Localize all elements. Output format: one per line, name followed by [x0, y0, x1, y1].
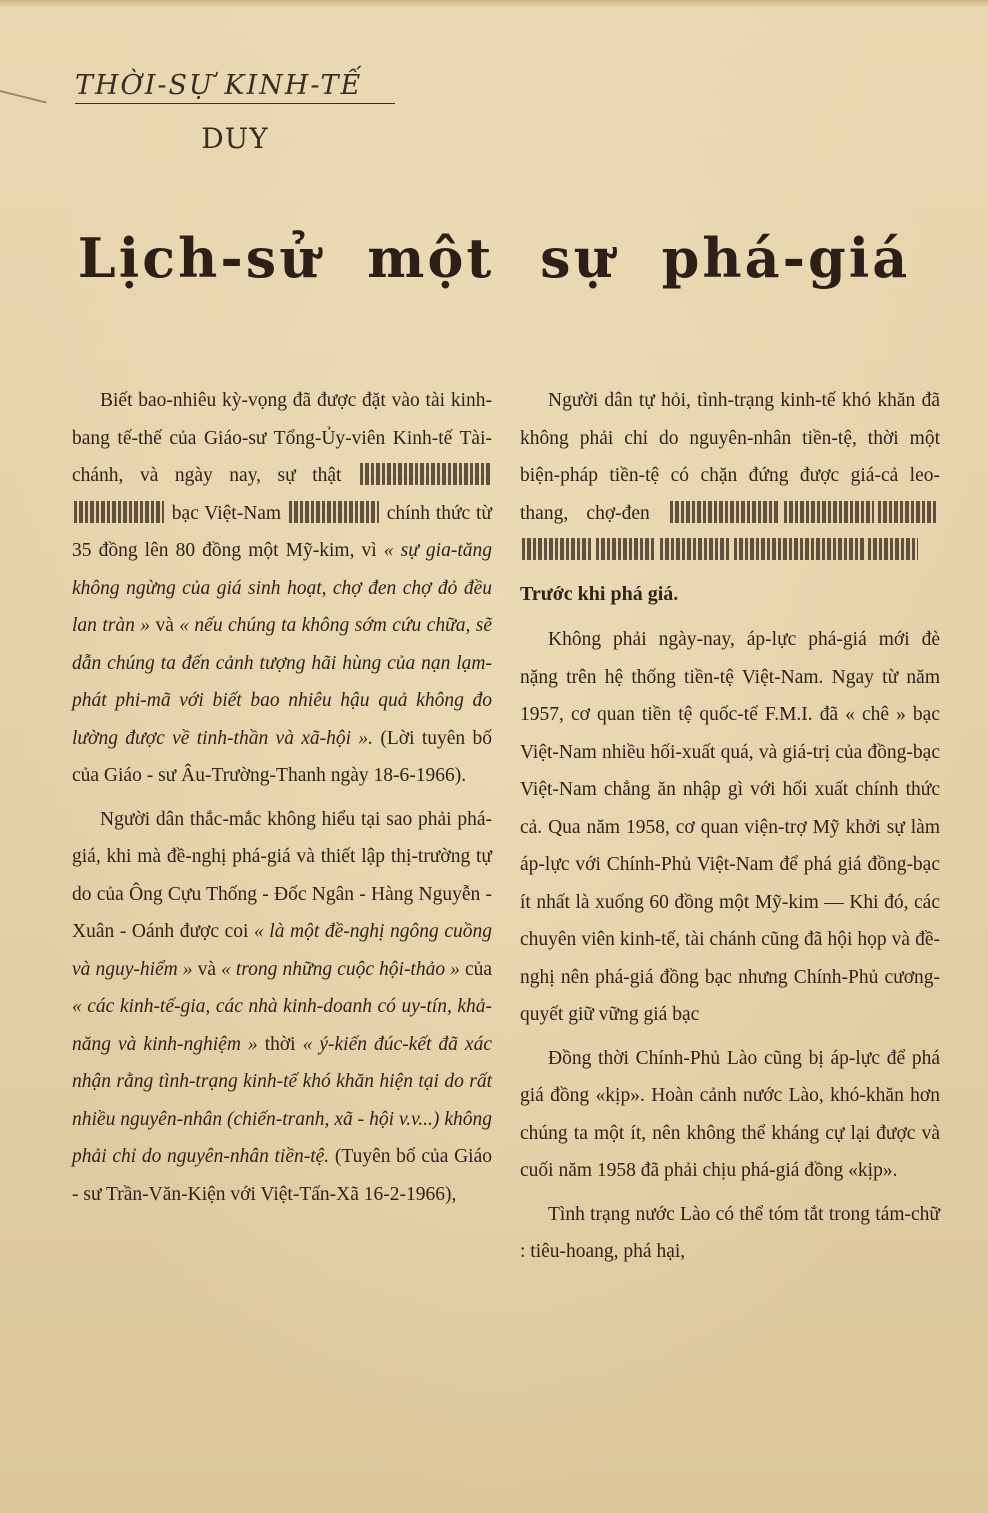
censored-text — [596, 538, 656, 560]
article-title: Lịch-sử một sự phá-giá — [77, 226, 911, 290]
censored-text — [74, 501, 164, 523]
censored-text — [360, 463, 490, 485]
censored-text — [660, 538, 730, 560]
paragraph: Đồng thời Chính-Phủ Lào cũng bị áp-lực để phá giá đồng «kịp». Hoàn cảnh nước Lào, khó-khăn hơn chúng ta một ít, nên không thể kháng cự lại được và cuối năm 1958 đã phải chịu phá-giá đồng «kịp». — [520, 1047, 940, 1181]
censored-text — [289, 501, 379, 523]
paragraph: Người dân thắc-mắc không hiểu tại sao phải phá-giá, khi mà đề-nghị phá-giá và thiết lập thị-trường tự do của Ông Cựu Thống - Đốc Ngân - Hàng Nguyễn - Xuân - Oánh được coi « là một đề-nghị ngông cuồng và nguy-hiểm » và « trong những cuộc hội-thảo » của « các kinh-tế-gia, các nhà kinh-doanh có uy-tín, khả-năng và kinh-nghiệm » thời « ý-kiến đúc-kết đã xác nhận rằng tình-trạng kinh-tế khó khăn hiện tại do rất nhiều nguyên-nhân (chiến-tranh, xã - hội v.v...) không phải chỉ do nguyên-nhân tiền-tệ. (Tuyên bố của Giáo - sư Trần-Văn-Kiện với Việt-Tấn-Xã 16-2-1966), — [72, 808, 493, 1205]
censored-text — [522, 538, 592, 560]
paragraph: Biết bao-nhiêu kỳ-vọng đã được đặt vào tài kinh-bang tế-thế của Giáo-sư Tổng-Ủy-viên Kinh-tế Tài-chánh, và ngày nay, sự thật bạc Việt-Nam chính thức từ 35 đồng lên 80 đồng một Mỹ-kim, vì « sự gia-tăng không ngừng của giá sinh hoạt, chợ đen chợ đỏ đều lan tràn » và « nếu chúng ta không sớm cứu chữa, sẽ dẫn chúng ta đến cảnh tượng hãi hùng của nạn lạm-phát phi-mã với biết bao nhiêu hậu quả không đo lường được về tinh-thần và xã-hội ». (Lời tuyên bố của Giáo - sư Âu-Trường-Thanh ngày 18-6-1966). — [72, 390, 493, 786]
paragraph: Tình trạng nước Lào có thể tóm tắt trong tám-chữ : tiêu-hoang, phá hại, — [520, 1203, 940, 1262]
page-edge — [0, 0, 988, 8]
paragraph: Người dân tự hỏi, tình-trạng kinh-tế khó khăn đã không phải chỉ do nguyên-nhân tiền-tệ, thời một biện-pháp tiền-tệ có chặn đứng được giá-cả leo-thang, chợ-đen — [520, 382, 940, 570]
censored-text — [734, 538, 864, 560]
censored-text — [868, 538, 918, 560]
section-label: THỜI-SỰ KINH-TẾ — [75, 70, 395, 104]
pencil-mark — [0, 90, 47, 142]
paragraph: Không phải ngày-nay, áp-lực phá-giá mới đè nặng trên hệ thống tiền-tệ Việt-Nam. Ngay từ năm 1957, cơ quan tiền tệ quốc-tế F.M.I. đã « chê » bạc Việt-Nam nhiều hối-xuất quá, và giá-trị của đồng-bạc Việt-Nam chẳng ăn nhập gì với hối xuất chính thức cả. Qua năm 1958, cơ quan viện-trợ Mỹ khởi sự làm áp-lực với Chính-Phủ Việt-Nam để phá giá đồng-bạc ít nhất là xuống 60 đồng một Mỹ-kim — Khi đó, các chuyên viên kinh-tế, tài chánh cũng đã hội họp và đề-nghị nên phá-giá đồng bạc nhưng Chính-Phủ cương-quyết giữ vững giá bạc — [520, 629, 940, 1025]
censored-text — [784, 501, 874, 523]
censored-text — [878, 501, 938, 523]
author-name: DUY — [201, 122, 269, 155]
censored-text — [670, 501, 780, 523]
subheading: Trước khi phá giá. — [520, 582, 679, 605]
right-column — [520, 382, 940, 1277]
left-column — [72, 382, 492, 1219]
